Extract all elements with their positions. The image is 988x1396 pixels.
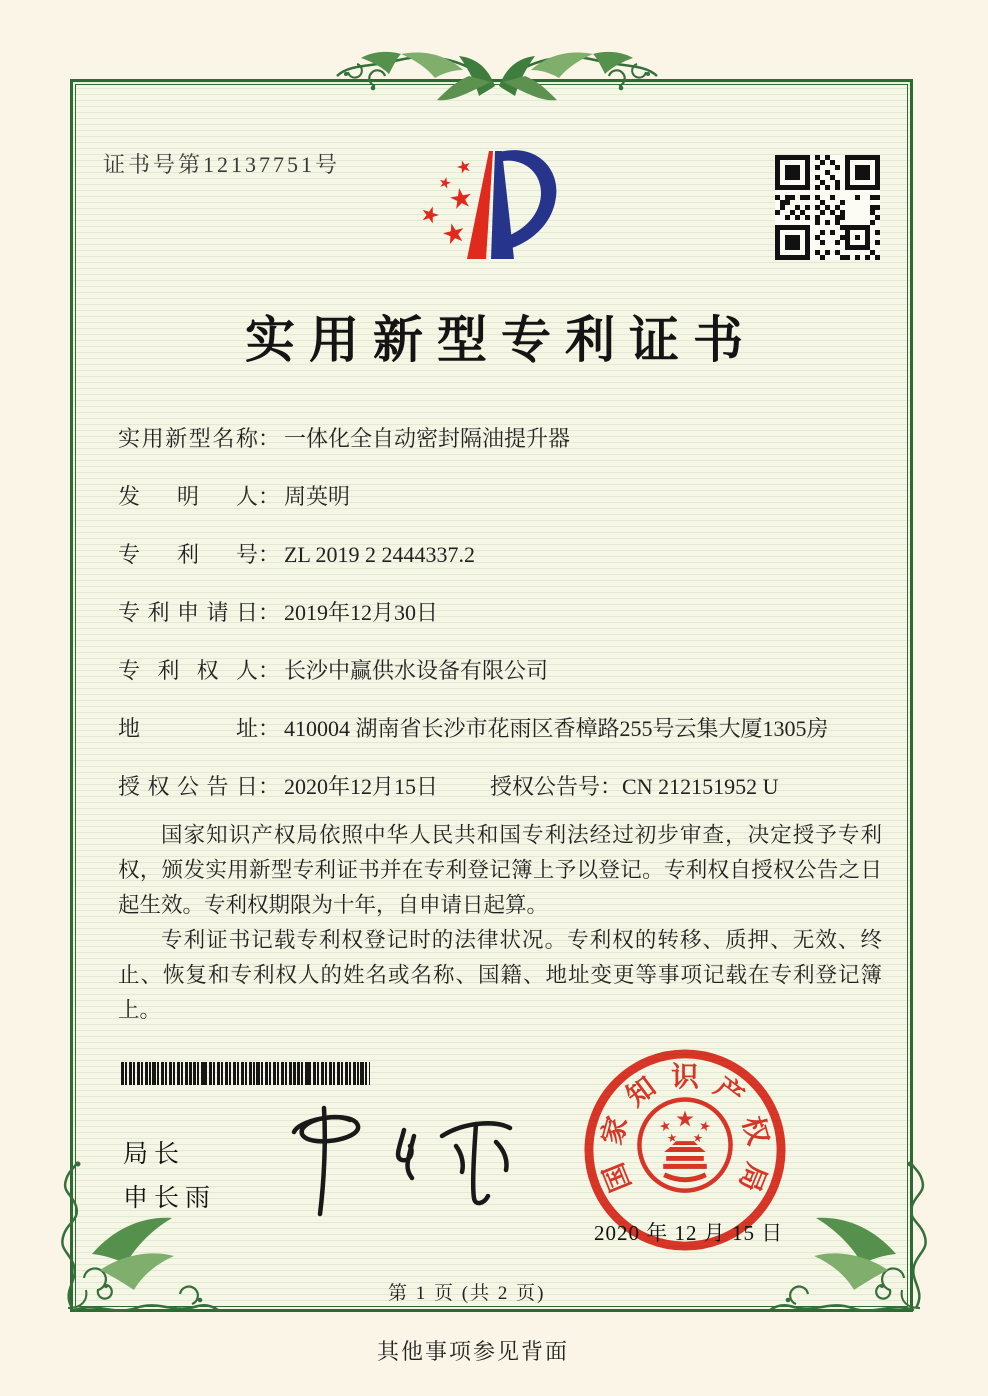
seal-char: 识 bbox=[671, 1061, 699, 1093]
field-label: 专利申请日 bbox=[118, 600, 258, 625]
certificate-title: 实用新型专利证书 bbox=[245, 312, 757, 368]
field-colon: ： bbox=[258, 658, 281, 683]
grant-date-label: 授权公告日 bbox=[118, 774, 258, 799]
field-colon: ： bbox=[258, 600, 281, 625]
field-value: 长沙中赢供水设备有限公司 bbox=[284, 658, 549, 683]
certificate-fields bbox=[118, 424, 890, 802]
field-row-filing-date bbox=[118, 598, 890, 656]
seal-char: 局 bbox=[733, 1158, 773, 1197]
field-value: 2019年12月30日 bbox=[284, 600, 439, 625]
grant-number-label: 授权公告号 bbox=[490, 774, 601, 799]
grant-number-value: CN 212151952 U bbox=[622, 774, 779, 799]
back-side-note: 其他事项参见背面 bbox=[377, 1339, 570, 1364]
commissioner-signature bbox=[266, 1102, 516, 1222]
field-value: ZL 2019 2 2444337.2 bbox=[284, 542, 476, 567]
certificate-number: 证书号第12137751号 bbox=[103, 152, 341, 177]
legal-paragraph-2: 专利证书记载专利权登记时的法律状况。专利权的转移、质押、无效、终止、恢复和专利权人的姓名或名称、国籍、地址变更等事项记载在专利登记簿上。 bbox=[118, 928, 882, 1022]
top-center-flourish-icon bbox=[332, 46, 662, 142]
field-value: 410004 湖南省长沙市花雨区香樟路255号云集大厦1305房 bbox=[284, 716, 829, 741]
seal-char: 家 bbox=[595, 1112, 634, 1148]
field-label: 专利权人 bbox=[118, 658, 258, 683]
field-colon: ： bbox=[258, 542, 281, 567]
seal-char: 产 bbox=[708, 1070, 750, 1113]
field-row-patentee bbox=[118, 656, 890, 714]
qr-code bbox=[775, 155, 880, 260]
cnipa-logo-icon bbox=[416, 141, 566, 266]
field-row-inventor bbox=[118, 482, 890, 540]
seal-char: 国 bbox=[597, 1158, 637, 1197]
field-colon: ： bbox=[258, 774, 281, 799]
field-colon: ： bbox=[600, 774, 623, 799]
field-label: 实用新型名称 bbox=[118, 426, 258, 451]
field-row-grant bbox=[118, 772, 890, 802]
field-label: 专利号 bbox=[118, 542, 258, 567]
seal-char: 权 bbox=[736, 1112, 775, 1148]
national-emblem-icon bbox=[639, 1099, 730, 1190]
field-value: 一体化全自动密封隔油提升器 bbox=[284, 426, 571, 451]
grant-date-value: 2020年12月15日 bbox=[284, 774, 439, 799]
legal-text bbox=[118, 818, 882, 1028]
commissioner-title: 局长 bbox=[123, 1141, 186, 1168]
commissioner-name: 申长雨 bbox=[123, 1185, 217, 1212]
field-label: 地址 bbox=[118, 716, 258, 741]
seal-char: 知 bbox=[620, 1070, 662, 1113]
field-colon: ： bbox=[258, 484, 281, 509]
field-colon: ： bbox=[258, 716, 281, 741]
field-row-patent-number bbox=[118, 540, 890, 598]
grant-number-group bbox=[490, 772, 778, 802]
barcode bbox=[121, 1062, 370, 1085]
page-indicator: 第 1 页 (共 2 页) bbox=[388, 1283, 546, 1304]
field-row-name bbox=[118, 424, 890, 482]
legal-paragraph-1: 国家知识产权局依照中华人民共和国专利法经过初步审查，决定授予专利权，颁发实用新型专利证书并在专利登记簿上予以登记。专利权自授权公告之日起生效。专利权期限为十年，自申请日起算。 bbox=[118, 823, 882, 917]
seal-date: 2020 年 12 月 15 日 bbox=[594, 1221, 784, 1245]
field-colon: ： bbox=[258, 426, 281, 451]
field-value: 周英明 bbox=[284, 484, 351, 509]
field-row-address bbox=[118, 714, 890, 772]
field-label: 发明人 bbox=[118, 484, 258, 509]
